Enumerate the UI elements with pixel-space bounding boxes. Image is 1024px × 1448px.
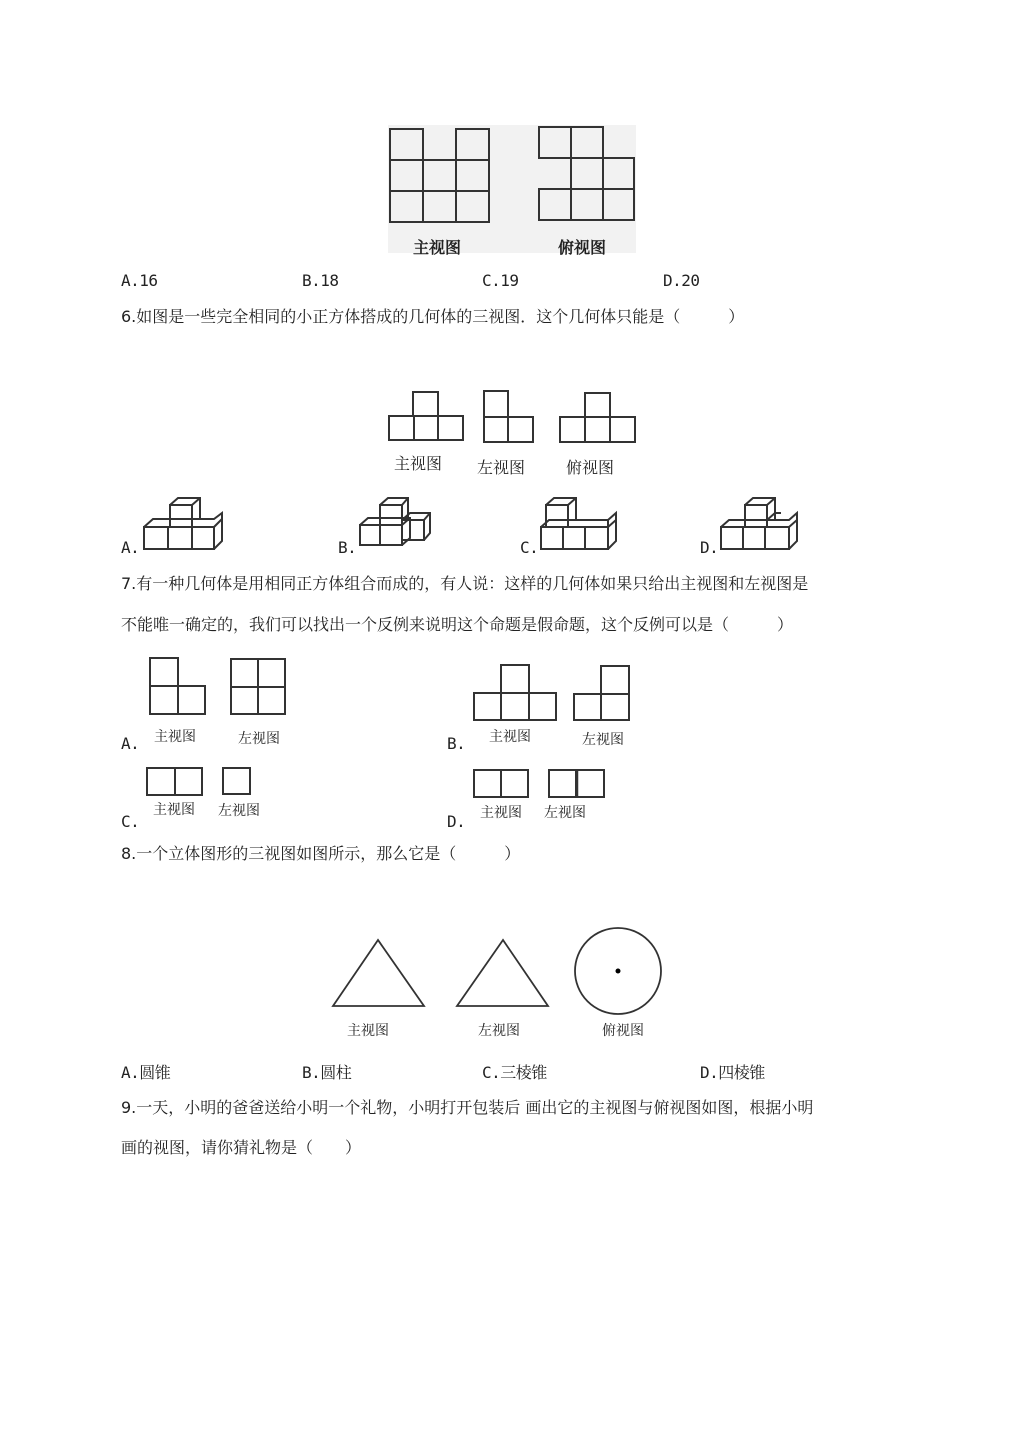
q5-option-b[interactable]: B.18 (302, 271, 339, 290)
q8-question-text: 8.一个立体图形的三视图如图所示，那么它是（ ） (121, 844, 521, 863)
q7-b-left-label: 左视图 (582, 732, 624, 748)
q7-c-front-label: 主视图 (153, 802, 195, 818)
q6-question-text: 6.如图是一些完全相同的小正方体搭成的几何体的三视图．这个几何体只能是（ ） (121, 307, 745, 326)
q6-top-view-label: 俯视图 (566, 458, 615, 477)
q7-question-line1: 7.有一种几何体是用相同正方体组合而成的，有人说：这样的几何体如果只给出主视图和左视图是 (121, 574, 809, 593)
q7-b-front-label: 主视图 (489, 729, 531, 745)
q5-option-d[interactable]: D.20 (663, 271, 700, 290)
q8-front-view-label: 主视图 (347, 1023, 389, 1039)
q5-front-view-label: 主视图 (413, 238, 462, 257)
q7-option-b[interactable]: B. (447, 734, 466, 753)
q5-top-view-label: 俯视图 (558, 238, 607, 257)
q7-c-left-label: 左视图 (218, 803, 260, 819)
q7-d-front-label: 主视图 (480, 805, 522, 821)
q6-option-b[interactable]: B. (338, 538, 357, 557)
q7-a-front-label: 主视图 (154, 729, 196, 745)
q7-option-c[interactable]: C. (121, 812, 140, 831)
q9-question-line1: 9.一天，小明的爸爸送给小明一个礼物，小明打开包装后 画出它的主视图与俯视图如图，根据小明 (121, 1098, 814, 1117)
q5-option-c[interactable]: C.19 (482, 271, 519, 290)
q7-option-a[interactable]: A. (121, 734, 140, 753)
q6-option-c[interactable]: C. (520, 538, 539, 557)
q6-option-a[interactable]: A. (121, 538, 140, 557)
q9-question-line2: 画的视图，请你猜礼物是（ ） (121, 1138, 362, 1157)
q8-left-view-label: 左视图 (478, 1023, 520, 1039)
q6-front-view-label: 主视图 (394, 454, 443, 473)
q6-option-d[interactable]: D. (700, 538, 719, 557)
q6-left-view-label: 左视图 (477, 458, 526, 477)
q8-top-view-label: 俯视图 (602, 1023, 644, 1039)
q7-option-d[interactable]: D. (447, 812, 466, 831)
q7-a-left-label: 左视图 (238, 731, 280, 747)
q8-option-a[interactable]: A.圆锥 (121, 1063, 171, 1082)
q5-option-a[interactable]: A.16 (121, 271, 158, 290)
q7-d-left-label: 左视图 (544, 805, 586, 821)
q8-option-d[interactable]: D.四棱锥 (700, 1063, 765, 1082)
q7-question-line2: 不能唯一确定的，我们可以找出一个反例来说明这个命题是假命题，这个反例可以是（ ） (121, 615, 794, 634)
q8-top-view-circle (0, 0, 1, 1)
q8-option-b[interactable]: B.圆柱 (302, 1063, 352, 1082)
q8-option-c[interactable]: C.三棱锥 (482, 1063, 547, 1082)
